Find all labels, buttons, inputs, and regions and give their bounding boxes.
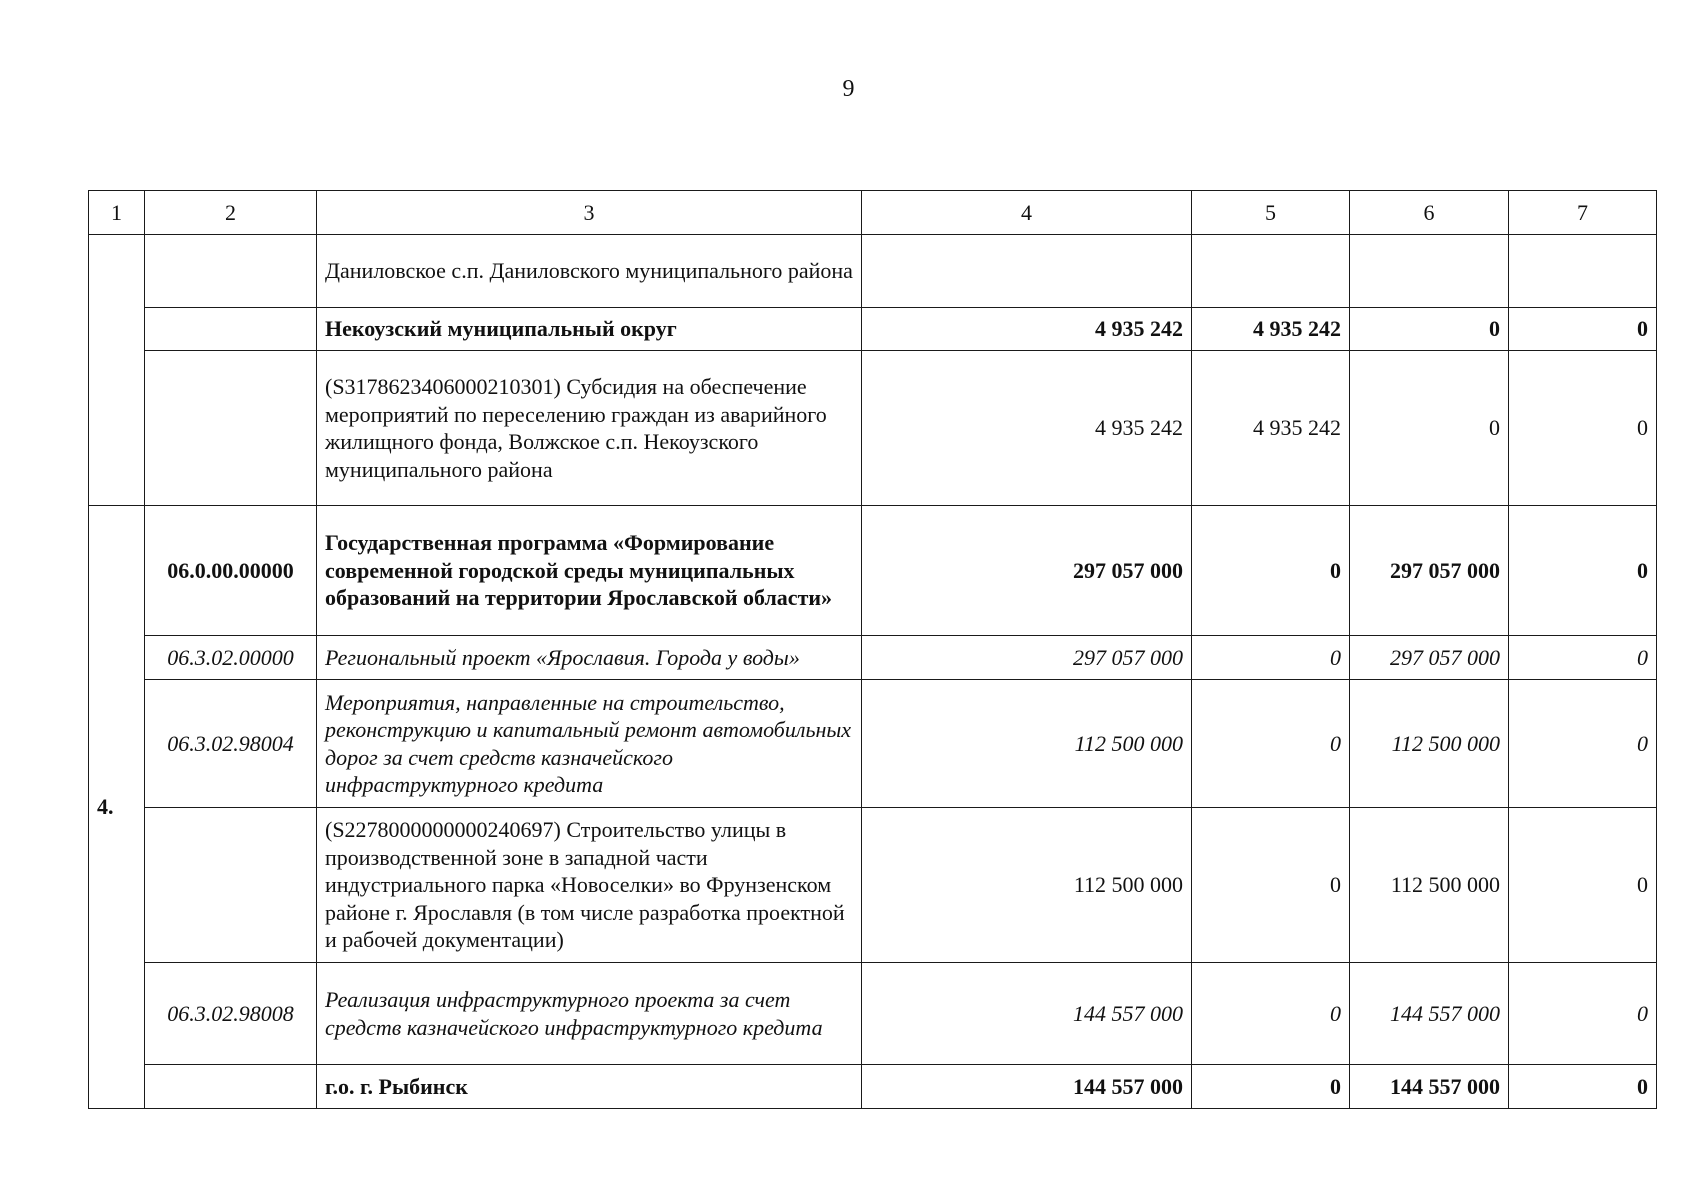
value-cell-6: 297 057 000 [1350, 636, 1509, 680]
value-cell-6: 144 557 000 [1350, 1065, 1509, 1109]
value-cell-4 [862, 235, 1192, 308]
value-cell-4: 144 557 000 [862, 963, 1192, 1065]
column-header: 1 [89, 191, 145, 235]
value-cell-4: 4 935 242 [862, 308, 1192, 351]
name-cell: г.о. г. Рыбинск [317, 1065, 862, 1109]
code-cell [145, 351, 317, 506]
table-row [89, 963, 1657, 1065]
value-cell-5: 0 [1192, 506, 1350, 636]
code-cell: 06.3.02.98008 [145, 963, 317, 1065]
table-body [89, 191, 1657, 1109]
name-cell: Мероприятия, направленные на строительство, реконструкцию и капитальный ремонт автомобильных дорог за счет средств казначейского инфраструктурного кредита [317, 680, 862, 808]
table-row [89, 235, 1657, 308]
code-cell [145, 1065, 317, 1109]
value-cell-6: 297 057 000 [1350, 506, 1509, 636]
value-cell-7: 0 [1509, 506, 1657, 636]
name-cell: Некоузский муниципальный округ [317, 308, 862, 351]
code-cell [145, 308, 317, 351]
value-cell-5: 0 [1192, 1065, 1350, 1109]
value-cell-6: 0 [1350, 308, 1509, 351]
page-number: 9 [842, 76, 855, 102]
value-cell-4: 4 935 242 [862, 351, 1192, 506]
column-header: 4 [862, 191, 1192, 235]
table-header-row [89, 191, 1657, 235]
table-row [89, 506, 1657, 636]
table-row [89, 636, 1657, 680]
row-index-cell [89, 235, 145, 506]
value-cell-6: 112 500 000 [1350, 808, 1509, 963]
name-cell: Государственная программа «Формирование современной городской среды муниципальных образований на территории Ярославской области» [317, 506, 862, 636]
column-header: 7 [1509, 191, 1657, 235]
table-row [89, 308, 1657, 351]
value-cell-5 [1192, 235, 1350, 308]
value-cell-4: 297 057 000 [862, 636, 1192, 680]
value-cell-5: 0 [1192, 808, 1350, 963]
budget-table [88, 190, 1657, 1109]
name-cell: Реализация инфраструктурного проекта за счет средств казначейского инфраструктурного кредита [317, 963, 862, 1065]
value-cell-5: 4 935 242 [1192, 351, 1350, 506]
value-cell-7: 0 [1509, 808, 1657, 963]
column-header: 5 [1192, 191, 1350, 235]
value-cell-7: 0 [1509, 680, 1657, 808]
value-cell-7: 0 [1509, 308, 1657, 351]
value-cell-5: 4 935 242 [1192, 308, 1350, 351]
value-cell-4: 112 500 000 [862, 680, 1192, 808]
value-cell-4: 112 500 000 [862, 808, 1192, 963]
table-row [89, 680, 1657, 808]
table-row [89, 1065, 1657, 1109]
column-header: 6 [1350, 191, 1509, 235]
column-header: 2 [145, 191, 317, 235]
name-cell: Даниловское с.п. Даниловского муниципального района [317, 235, 862, 308]
value-cell-5: 0 [1192, 963, 1350, 1065]
name-cell: (S3178623406000210301) Субсидия на обеспечение мероприятий по переселению граждан из аварийного жилищного фонда, Волжское с.п. Некоузского муниципального района [317, 351, 862, 506]
value-cell-7: 0 [1509, 1065, 1657, 1109]
column-header: 3 [317, 191, 862, 235]
table-row [89, 351, 1657, 506]
value-cell-6 [1350, 235, 1509, 308]
code-cell [145, 808, 317, 963]
value-cell-6: 144 557 000 [1350, 963, 1509, 1065]
row-index-cell: 4. [89, 506, 145, 1109]
table-row [89, 808, 1657, 963]
value-cell-6: 112 500 000 [1350, 680, 1509, 808]
code-cell: 06.3.02.00000 [145, 636, 317, 680]
value-cell-5: 0 [1192, 680, 1350, 808]
value-cell-5: 0 [1192, 636, 1350, 680]
value-cell-6: 0 [1350, 351, 1509, 506]
value-cell-7: 0 [1509, 963, 1657, 1065]
code-cell: 06.0.00.00000 [145, 506, 317, 636]
name-cell: Региональный проект «Ярославия. Города у воды» [317, 636, 862, 680]
value-cell-7: 0 [1509, 636, 1657, 680]
value-cell-7: 0 [1509, 351, 1657, 506]
code-cell [145, 235, 317, 308]
code-cell: 06.3.02.98004 [145, 680, 317, 808]
value-cell-4: 297 057 000 [862, 506, 1192, 636]
value-cell-7 [1509, 235, 1657, 308]
name-cell: (S2278000000000240697) Строительство улицы в производственной зоне в западной части индустриального парка «Новоселки» во Фрунзенском районе г. Ярославля (в том числе разработка проектной и рабочей документации) [317, 808, 862, 963]
value-cell-4: 144 557 000 [862, 1065, 1192, 1109]
